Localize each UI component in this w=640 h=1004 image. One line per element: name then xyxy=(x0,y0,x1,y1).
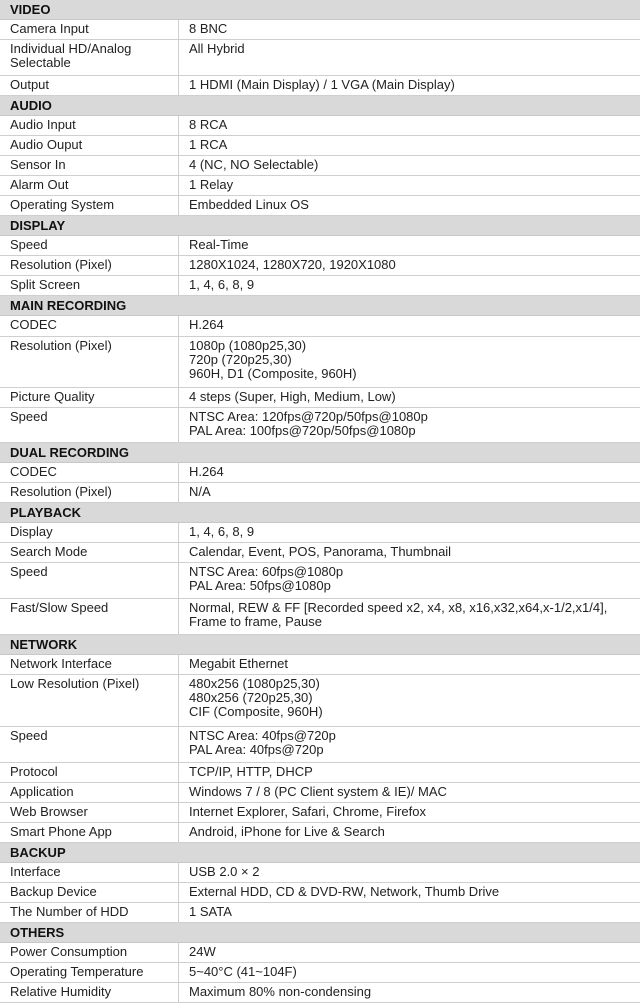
spec-value-line: H.264 xyxy=(189,464,224,479)
spec-label: Smart Phone App xyxy=(0,823,179,842)
spec-value-line: NTSC Area: 40fps@720p xyxy=(189,728,336,743)
spec-label: Individual HD/Analog Selectable xyxy=(0,40,179,75)
spec-value xyxy=(179,763,640,782)
spec-value xyxy=(179,803,640,822)
spec-row xyxy=(0,655,640,675)
spec-value-line: 1080p (1080p25,30) xyxy=(189,338,307,353)
spec-label: CODEC xyxy=(0,316,179,336)
spec-label: CODEC xyxy=(0,463,179,482)
spec-value xyxy=(179,563,640,598)
spec-row xyxy=(0,236,640,256)
spec-label: Audio Input xyxy=(0,116,179,135)
spec-label: Audio Ouput xyxy=(0,136,179,155)
spec-label: The Number of HDD xyxy=(0,903,179,922)
spec-row xyxy=(0,863,640,883)
spec-row xyxy=(0,903,640,923)
spec-value xyxy=(179,983,640,1002)
spec-value xyxy=(179,483,640,502)
spec-value-line: External HDD, CD & DVD-RW, Network, Thumb Drive xyxy=(189,884,500,899)
spec-value xyxy=(179,655,640,674)
spec-value xyxy=(179,463,640,482)
spec-row xyxy=(0,599,640,635)
spec-row xyxy=(0,543,640,563)
spec-row xyxy=(0,675,640,727)
spec-value xyxy=(179,316,640,336)
spec-row xyxy=(0,40,640,76)
spec-label: Interface xyxy=(0,863,179,882)
spec-value xyxy=(179,337,640,387)
spec-label: Web Browser xyxy=(0,803,179,822)
spec-value-line: Windows 7 / 8 (PC Client system & IE)/ MAC xyxy=(189,784,447,799)
section-header-playback: PLAYBACK xyxy=(0,503,640,523)
spec-value-line: 5~40°C (41~104F) xyxy=(189,964,297,979)
spec-value xyxy=(179,256,640,275)
spec-value-line: 1280X1024, 1280X720, 1920X1080 xyxy=(189,257,396,272)
spec-value xyxy=(179,675,640,726)
spec-value-line: NTSC Area: 60fps@1080p xyxy=(189,564,344,579)
spec-value-line: 1 HDMI (Main Display) / 1 VGA (Main Display) xyxy=(189,77,455,92)
spec-row xyxy=(0,408,640,443)
spec-value xyxy=(179,176,640,195)
spec-label: Resolution (Pixel) xyxy=(0,256,179,275)
section-header-audio: AUDIO xyxy=(0,96,640,116)
spec-value xyxy=(179,276,640,295)
spec-label: Picture Quality xyxy=(0,388,179,407)
spec-row xyxy=(0,388,640,408)
spec-row xyxy=(0,983,640,1003)
spec-label: Network Interface xyxy=(0,655,179,674)
spec-value-line: Real-Time xyxy=(189,237,249,252)
section-header-display: DISPLAY xyxy=(0,216,640,236)
spec-label: Relative Humidity xyxy=(0,983,179,1002)
spec-value-line: 1 Relay xyxy=(189,177,234,192)
spec-value xyxy=(179,76,640,95)
spec-label: Resolution (Pixel) xyxy=(0,337,179,387)
spec-value-line: Normal, REW & FF [Recorded speed x2, x4, x8, x16,x32,x64,x-1/2,x1/4], Frame to frame, Pause xyxy=(189,600,608,629)
spec-label: Camera Input xyxy=(0,20,179,39)
spec-row xyxy=(0,156,640,176)
spec-value-line: 8 BNC xyxy=(189,21,228,36)
spec-row xyxy=(0,176,640,196)
spec-row xyxy=(0,783,640,803)
spec-row xyxy=(0,316,640,337)
spec-value xyxy=(179,523,640,542)
spec-value-line: 4 steps (Super, High, Medium, Low) xyxy=(189,389,396,404)
spec-value-line: NTSC Area: 120fps@720p/50fps@1080p xyxy=(189,409,428,424)
spec-row xyxy=(0,943,640,963)
spec-value-line: USB 2.0 × 2 xyxy=(189,864,260,879)
spec-label: Fast/Slow Speed xyxy=(0,599,179,634)
spec-value-line: CIF (Composite, 960H) xyxy=(189,704,323,719)
spec-row xyxy=(0,20,640,40)
spec-value-line: 720p (720p25,30) xyxy=(189,352,292,367)
spec-value-line: PAL Area: 100fps@720p/50fps@1080p xyxy=(189,423,416,438)
spec-value-line: 960H, D1 (Composite, 960H) xyxy=(189,366,357,381)
section-header-video: VIDEO xyxy=(0,0,640,20)
spec-value-line: N/A xyxy=(189,484,211,499)
section-header-network: NETWORK xyxy=(0,635,640,655)
spec-value xyxy=(179,236,640,255)
spec-row xyxy=(0,116,640,136)
spec-value xyxy=(179,156,640,175)
spec-label: Protocol xyxy=(0,763,179,782)
spec-value-line: Embedded Linux OS xyxy=(189,197,309,212)
spec-value-line: 1 RCA xyxy=(189,137,228,152)
spec-row xyxy=(0,883,640,903)
spec-value-line: 4 (NC, NO Selectable) xyxy=(189,157,319,172)
spec-value-line: PAL Area: 50fps@1080p xyxy=(189,578,331,593)
spec-value-line: 1 SATA xyxy=(189,904,232,919)
spec-label: Output xyxy=(0,76,179,95)
spec-label: Operating Temperature xyxy=(0,963,179,982)
spec-value-line: Calendar, Event, POS, Panorama, Thumbnail xyxy=(189,544,452,559)
spec-value xyxy=(179,903,640,922)
spec-row xyxy=(0,256,640,276)
spec-row xyxy=(0,276,640,296)
spec-value xyxy=(179,783,640,802)
spec-row xyxy=(0,563,640,599)
spec-label: Search Mode xyxy=(0,543,179,562)
spec-value xyxy=(179,883,640,902)
spec-row xyxy=(0,76,640,96)
spec-row xyxy=(0,523,640,543)
spec-value-line: Megabit Ethernet xyxy=(189,656,289,671)
spec-row xyxy=(0,763,640,783)
spec-row xyxy=(0,727,640,763)
spec-value-line: H.264 xyxy=(189,317,224,332)
spec-row xyxy=(0,196,640,216)
spec-label: Speed xyxy=(0,727,179,762)
section-header-dual-recording: DUAL RECORDING xyxy=(0,443,640,463)
spec-label: Speed xyxy=(0,236,179,255)
spec-value xyxy=(179,116,640,135)
spec-row xyxy=(0,463,640,483)
spec-value-line: 1, 4, 6, 8, 9 xyxy=(189,277,255,292)
spec-value-line: 480x256 (720p25,30) xyxy=(189,690,313,705)
spec-value xyxy=(179,196,640,215)
spec-label: Speed xyxy=(0,563,179,598)
spec-label: Split Screen xyxy=(0,276,179,295)
spec-value xyxy=(179,40,640,75)
spec-label: Resolution (Pixel) xyxy=(0,483,179,502)
spec-value-line: 24W xyxy=(189,944,216,959)
spec-row xyxy=(0,483,640,503)
spec-label: Alarm Out xyxy=(0,176,179,195)
spec-value xyxy=(179,20,640,39)
spec-value xyxy=(179,727,640,762)
spec-value-line: 480x256 (1080p25,30) xyxy=(189,676,320,691)
section-header-others: OTHERS xyxy=(0,923,640,943)
spec-value xyxy=(179,863,640,882)
spec-value-line: All Hybrid xyxy=(189,41,245,56)
spec-value-line: Internet Explorer, Safari, Chrome, Firefox xyxy=(189,804,426,819)
spec-value xyxy=(179,943,640,962)
section-header-main-recording: MAIN RECORDING xyxy=(0,296,640,316)
spec-value xyxy=(179,543,640,562)
spec-value-line: Maximum 80% non-condensing xyxy=(189,984,372,999)
spec-label: Speed xyxy=(0,408,179,442)
spec-value xyxy=(179,408,640,442)
spec-value xyxy=(179,136,640,155)
spec-value xyxy=(179,963,640,982)
spec-value-line: TCP/IP, HTTP, DHCP xyxy=(189,764,313,779)
spec-value xyxy=(179,599,640,634)
spec-row xyxy=(0,803,640,823)
spec-row xyxy=(0,337,640,388)
spec-value-line: Android, iPhone for Live & Search xyxy=(189,824,385,839)
spec-row xyxy=(0,963,640,983)
spec-label: Low Resolution (Pixel) xyxy=(0,675,179,726)
spec-value-line: 8 RCA xyxy=(189,117,228,132)
spec-value xyxy=(179,823,640,842)
spec-label: Operating System xyxy=(0,196,179,215)
spec-label: Power Consumption xyxy=(0,943,179,962)
spec-label: Sensor In xyxy=(0,156,179,175)
spec-label: Backup Device xyxy=(0,883,179,902)
spec-value-line: 1, 4, 6, 8, 9 xyxy=(189,524,255,539)
spec-label: Display xyxy=(0,523,179,542)
spec-row xyxy=(0,823,640,843)
spec-label: Application xyxy=(0,783,179,802)
spec-value-line: PAL Area: 40fps@720p xyxy=(189,742,324,757)
spec-row xyxy=(0,136,640,156)
spec-value xyxy=(179,388,640,407)
section-header-backup: BACKUP xyxy=(0,843,640,863)
